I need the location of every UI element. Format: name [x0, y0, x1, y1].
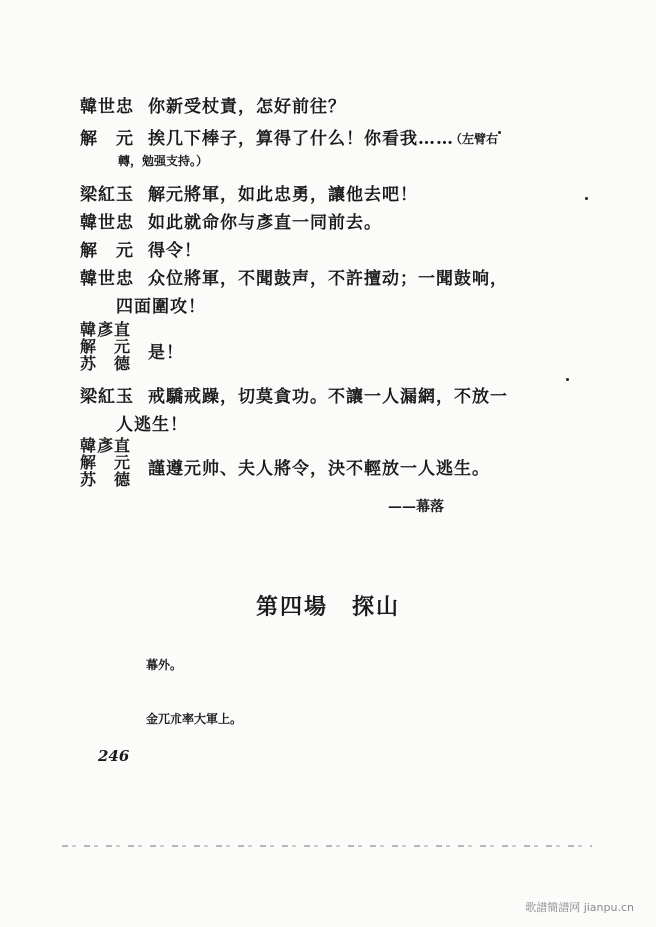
dialogue-continuation: 四面圍攻！: [116, 297, 206, 317]
dialogue-text: 得令！: [148, 241, 202, 261]
scan-speck: [498, 131, 501, 134]
speaker-label: 梁紅玉: [80, 387, 134, 407]
dialogue-text: 戒驕戒躁，切莫貪功。不讓一人漏網，不放一: [148, 387, 508, 407]
speaker-label: 解 元: [80, 453, 132, 472]
speaker-label: 苏 德: [80, 354, 132, 373]
speaker-label: 解 元: [80, 129, 134, 149]
speaker-group: [80, 437, 131, 488]
scan-speck: [585, 197, 588, 200]
dialogue-text: 解元將軍，如此忠勇，讓他去吧！: [148, 185, 418, 205]
stage-note-continuation: 轉，勉强支持。）: [118, 154, 209, 168]
speaker-label: 解 元: [80, 337, 132, 356]
dialogue-text: 挨几下棒子，算得了什么！你看我……: [148, 129, 454, 149]
page-number: 246: [98, 747, 130, 765]
speaker-label: 韓彥直: [80, 436, 132, 455]
curtain-note: ——幕落: [388, 499, 444, 515]
speaker-label: 韓世忠: [80, 97, 134, 117]
dialogue-text: 如此就命你与彥直一同前去。: [148, 213, 382, 233]
speaker-group: [80, 321, 131, 372]
scene-title: 第四場 探山: [255, 594, 400, 620]
dialogue-text: 是！: [148, 343, 184, 363]
speaker-label: 韓世忠: [80, 213, 134, 233]
speaker-label: 梁紅玉: [80, 185, 134, 205]
dialogue-continuation: 人逃生！: [116, 415, 188, 435]
dialogue-text: 謹遵元帅、夫人將令，決不輕放一人逃生。: [148, 459, 490, 479]
stage-direction: 幕外。: [146, 658, 183, 672]
dialogue-text: 你新受杖責，怎好前往？: [148, 97, 346, 117]
speaker-label: 苏 德: [80, 470, 132, 489]
speaker-label: 韓彥直: [80, 320, 132, 339]
scan-speck: [566, 378, 569, 381]
stage-note: （左臂右: [450, 132, 499, 146]
scan-artifact-line: [62, 845, 592, 847]
speaker-label: 解 元: [80, 241, 134, 261]
speaker-label: 韓世忠: [80, 269, 134, 289]
watermark: 歌譜簡譜网 jianpu.cn: [525, 901, 634, 914]
dialogue-text: 众位將軍，不聞鼓声，不許擅动；一聞鼓响，: [148, 269, 508, 289]
stage-direction: 金兀朮率大軍上。: [146, 712, 243, 726]
